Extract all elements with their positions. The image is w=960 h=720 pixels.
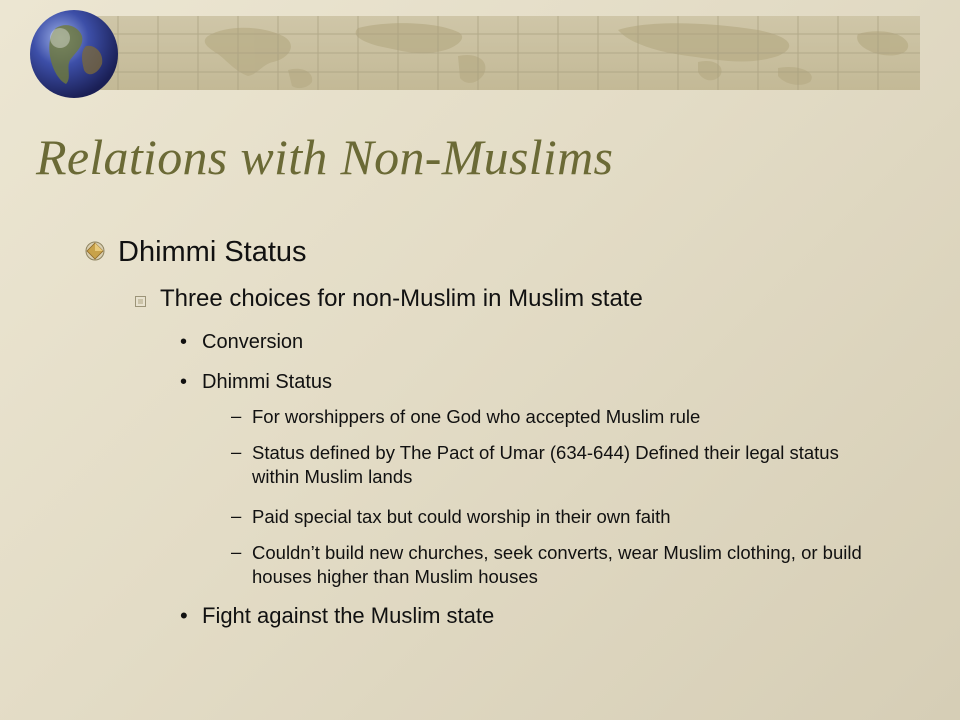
globe-icon bbox=[26, 6, 122, 102]
bullet-level4-pact: Status defined by The Pact of Umar (634-644) Defined their legal status within Muslim lands bbox=[252, 442, 839, 487]
bullet-level4-worshippers: For worshippers of one God who accepted Muslim rule bbox=[252, 406, 701, 427]
dot-bullet: • bbox=[180, 603, 188, 628]
world-map-banner bbox=[58, 16, 920, 90]
bullet-level4-tax: Paid special tax but could worship in their own faith bbox=[252, 506, 671, 527]
dash-bullet: – bbox=[231, 505, 242, 526]
diamond-bullet-icon bbox=[84, 240, 106, 262]
bullet-level1-dhimmi: Dhimmi Status bbox=[118, 236, 307, 268]
dot-bullet: • bbox=[180, 371, 188, 393]
dash-bullet: – bbox=[231, 405, 242, 426]
bullet-level2-choices: Three choices for non-Muslim in Muslim state bbox=[160, 285, 643, 312]
dash-bullet: – bbox=[231, 441, 242, 462]
bullet-level4-restrictions: Couldn’t build new churches, seek converts, wear Muslim clothing, or build houses higher than Muslim houses bbox=[252, 542, 862, 587]
slide-title: Relations with Non-Muslims bbox=[36, 129, 614, 185]
dash-bullet: – bbox=[231, 541, 242, 562]
square-bullet-icon bbox=[135, 296, 146, 307]
bullet-level3-fight: Fight against the Muslim state bbox=[202, 603, 495, 628]
bullet-level3-dhimmi: Dhimmi Status bbox=[202, 371, 333, 393]
bullet-level3-conversion: Conversion bbox=[202, 331, 304, 353]
dot-bullet: • bbox=[180, 331, 188, 353]
